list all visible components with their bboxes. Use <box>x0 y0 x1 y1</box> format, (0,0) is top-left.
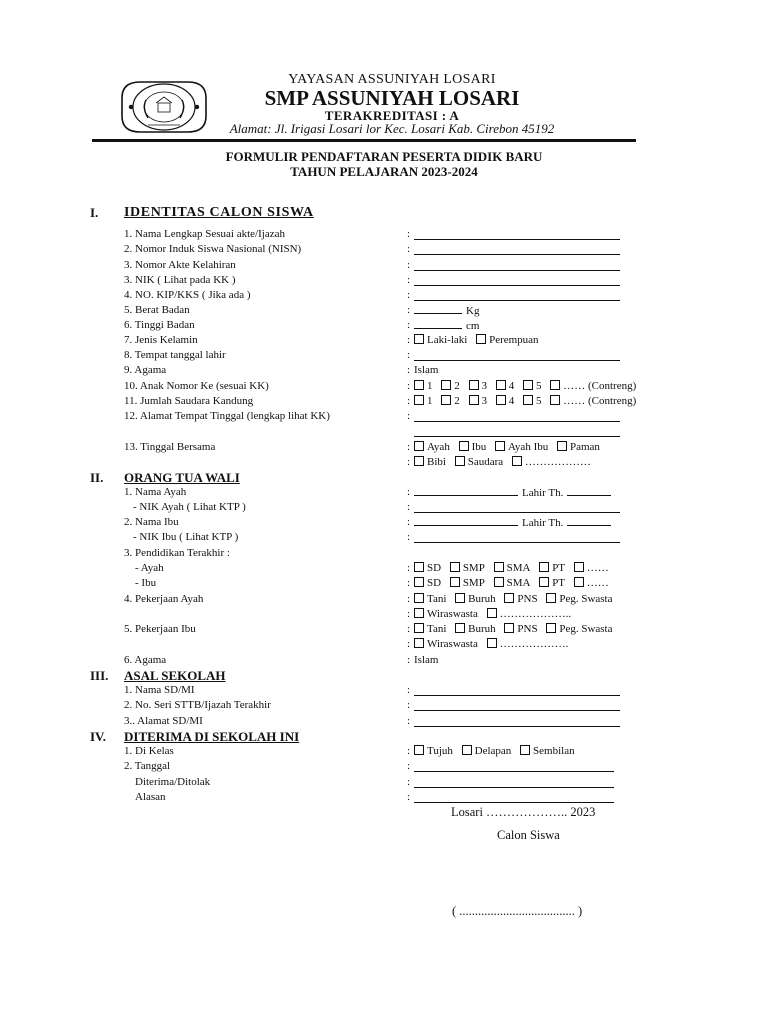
child-order-options <box>414 379 642 394</box>
field-row <box>0 333 768 348</box>
option[interactable]: Sembilan <box>520 745 575 757</box>
section-title: DITERIMA DI SEKOLAH INI <box>124 729 300 744</box>
gender-options <box>414 333 545 348</box>
field-label: 3. NIK ( Lihat pada KK ) <box>124 274 236 286</box>
checkbox-icon <box>504 593 514 603</box>
checkbox-icon <box>414 456 424 466</box>
birthplace-date-input[interactable] <box>414 348 620 361</box>
section-number: II. <box>90 470 104 485</box>
field-label: Alasan <box>135 791 166 803</box>
origin-school-address-input[interactable] <box>414 714 620 727</box>
option[interactable]: Ayah Ibu <box>495 441 548 453</box>
colon: : <box>407 577 411 589</box>
father-birth-year-input[interactable] <box>567 485 611 496</box>
checkbox-icon <box>450 562 460 572</box>
option[interactable]: Ibu <box>459 441 487 453</box>
option[interactable]: PT <box>539 562 565 574</box>
colon: : <box>407 654 411 666</box>
colon: : <box>407 228 411 240</box>
option[interactable]: ……………….. <box>487 608 572 620</box>
option[interactable]: Tani <box>414 623 446 635</box>
checkbox-icon <box>455 623 465 633</box>
option[interactable]: PNS <box>504 593 537 605</box>
option[interactable]: Saudara <box>455 456 503 468</box>
field-label: 6. Tinggi Badan <box>124 319 195 331</box>
field-label: 1. Nama Ayah <box>124 486 187 498</box>
field-row <box>0 592 768 607</box>
date-input[interactable] <box>414 759 614 772</box>
option[interactable]: 2 <box>441 395 460 407</box>
colon: : <box>407 410 411 422</box>
field-row <box>0 485 768 500</box>
colon: : <box>407 395 411 407</box>
option[interactable]: Peg. Swasta <box>546 623 612 635</box>
colon: : <box>407 562 411 574</box>
living-with-options <box>414 455 597 470</box>
checkbox-icon <box>539 577 549 587</box>
option[interactable]: SD <box>414 577 441 589</box>
colon: : <box>407 791 411 803</box>
nik-input[interactable] <box>414 273 620 286</box>
option[interactable]: Peg. Swasta <box>546 593 612 605</box>
father-job-options <box>414 592 619 607</box>
checkbox-icon <box>487 638 497 648</box>
father-name-input[interactable] <box>414 485 518 496</box>
option[interactable]: Tani <box>414 593 446 605</box>
option[interactable]: …… (Contreng) <box>550 395 636 407</box>
option[interactable]: …… <box>574 562 609 574</box>
checkbox-icon <box>455 593 465 603</box>
colon: : <box>407 349 411 361</box>
field-row <box>0 363 768 378</box>
checkbox-icon <box>494 562 504 572</box>
field-row <box>0 318 768 333</box>
colon: : <box>407 715 411 727</box>
field-row <box>0 607 768 622</box>
address-input-line-2[interactable] <box>414 424 620 437</box>
field-row <box>0 744 768 759</box>
option[interactable]: PT <box>539 577 565 589</box>
checkbox-icon <box>414 395 424 405</box>
colon: : <box>407 334 411 346</box>
school-name: SMP ASSUNIYAH LOSARI <box>264 86 520 110</box>
checkbox-icon <box>574 577 584 587</box>
option[interactable]: 3 <box>469 395 488 407</box>
field-row <box>0 379 768 394</box>
option[interactable]: ………………. <box>487 638 569 650</box>
class-options <box>414 744 581 759</box>
field-label: - NIK Ibu ( Lihat KTP ) <box>133 531 239 543</box>
field-row <box>0 440 768 455</box>
option[interactable]: Perempuan <box>476 334 538 346</box>
field-row <box>0 790 768 805</box>
checkbox-icon <box>469 395 479 405</box>
field-label: 6. Agama <box>124 654 167 666</box>
field-row <box>0 546 768 561</box>
field-row <box>0 500 768 515</box>
field-label: - NIK Ayah ( Lihat KTP ) <box>133 501 246 513</box>
field-row <box>0 775 768 790</box>
signature-name-line[interactable]: ( ..................................... ) <box>452 904 583 918</box>
field-row <box>0 515 768 530</box>
field-label: - Ibu <box>135 577 157 589</box>
checkbox-icon <box>414 593 424 603</box>
place-date: Losari ……………….. 2023 <box>451 805 596 819</box>
section-title: ASAL SEKOLAH <box>124 668 226 683</box>
field-label: 9. Agama <box>124 364 167 376</box>
full-name-input[interactable] <box>414 227 620 240</box>
father-name-field: Lahir Th. <box>414 485 611 501</box>
option[interactable]: Bibi <box>414 456 446 468</box>
colon: : <box>407 259 411 271</box>
mother-birth-year-input[interactable] <box>567 515 611 526</box>
field-label: 4. NO. KIP/KKS ( Jika ada ) <box>124 289 251 301</box>
option[interactable]: SMA <box>494 577 531 589</box>
option[interactable]: Ayah <box>414 441 450 453</box>
sibling-count-options <box>414 394 642 409</box>
checkbox-icon <box>455 456 465 466</box>
kip-input[interactable] <box>414 288 620 301</box>
option[interactable]: Buruh <box>455 593 496 605</box>
father-education-options <box>414 561 615 576</box>
field-row <box>0 455 768 470</box>
colon: : <box>407 441 411 453</box>
accreditation: TERAKREDITASI : A <box>324 108 460 123</box>
colon: : <box>407 760 411 772</box>
checkbox-icon <box>546 593 556 603</box>
field-row <box>0 227 768 242</box>
foundation-name: YAYASAN ASSUNIYAH LOSARI <box>288 72 496 87</box>
birth-certificate-input[interactable] <box>414 258 620 271</box>
colon: : <box>407 380 411 392</box>
father-nik-input[interactable] <box>414 500 620 513</box>
field-label: 7. Jenis Kelamin <box>124 334 198 346</box>
field-label: 1. Nama SD/MI <box>124 684 195 696</box>
option[interactable]: …… <box>574 577 609 589</box>
checkbox-icon <box>459 441 469 451</box>
checkbox-icon <box>494 577 504 587</box>
field-label: 11. Jumlah Saudara Kandung <box>124 395 254 407</box>
field-row <box>0 714 768 729</box>
checkbox-icon <box>487 608 497 618</box>
address-input-line-1[interactable] <box>414 409 620 422</box>
certificate-number-input[interactable] <box>414 698 620 711</box>
option[interactable]: Laki-laki <box>414 334 467 346</box>
option[interactable]: 4 <box>496 395 515 407</box>
section-number: I. <box>90 205 99 220</box>
field-label: 5. Pekerjaan Ibu <box>124 623 196 635</box>
option[interactable]: 4 <box>496 380 515 392</box>
checkbox-icon <box>450 577 460 587</box>
checkbox-icon <box>496 380 506 390</box>
option[interactable]: Buruh <box>455 623 496 635</box>
field-label: 3. Nomor Akte Kelahiran <box>124 259 236 271</box>
parent-religion-value: Islam <box>414 654 439 666</box>
checkbox-icon <box>550 395 560 405</box>
colon: : <box>407 608 411 620</box>
option[interactable]: Wiraswasta <box>414 608 478 620</box>
field-label: 1. Di Kelas <box>124 745 174 757</box>
field-row <box>0 348 768 363</box>
field-row <box>0 242 768 257</box>
colon: : <box>407 456 411 468</box>
religion-value: Islam <box>414 364 439 376</box>
checkbox-icon <box>520 745 530 755</box>
field-label: 10. Anak Nomor Ke (sesuai KK) <box>124 380 269 392</box>
field-label: 2. No. Seri STTB/Ijazah Terakhir <box>124 699 271 711</box>
mother-education-options <box>414 576 615 591</box>
colon: : <box>407 243 411 255</box>
field-row <box>0 409 768 424</box>
checkbox-icon <box>495 441 505 451</box>
option[interactable]: …… (Contreng) <box>550 380 636 392</box>
section-title: IDENTITAS CALON SISWA <box>124 205 314 220</box>
option[interactable]: 3 <box>469 380 488 392</box>
field-row <box>0 561 768 576</box>
colon: : <box>407 776 411 788</box>
colon: : <box>407 516 411 528</box>
father-job-options <box>414 607 577 622</box>
colon: : <box>407 304 411 316</box>
option[interactable]: SMA <box>494 562 531 574</box>
field-label: 2. Nama Ibu <box>124 516 179 528</box>
checkbox-icon <box>441 380 451 390</box>
section-title: ORANG TUA WALI <box>124 470 240 485</box>
field-row <box>0 424 768 439</box>
field-row <box>0 683 768 698</box>
field-row <box>0 258 768 273</box>
option[interactable]: 5 <box>523 395 542 407</box>
option[interactable]: ……………… <box>512 456 591 468</box>
colon: : <box>407 684 411 696</box>
weight-input[interactable] <box>414 303 462 314</box>
option[interactable]: 1 <box>414 395 433 407</box>
checkbox-icon <box>414 562 424 572</box>
checkbox-icon <box>557 441 567 451</box>
field-label: - Ayah <box>135 562 164 574</box>
field-label: 13. Tinggal Bersama <box>124 441 216 453</box>
checkbox-icon <box>441 395 451 405</box>
checkbox-icon <box>414 623 424 633</box>
field-label: 8. Tempat tanggal lahir <box>124 349 226 361</box>
field-row <box>0 303 768 318</box>
checkbox-icon <box>414 608 424 618</box>
option[interactable]: SMP <box>450 562 485 574</box>
colon: : <box>407 699 411 711</box>
checkbox-icon <box>414 441 424 451</box>
mother-job-options <box>414 622 619 637</box>
header-divider <box>92 139 636 142</box>
field-row <box>0 759 768 774</box>
academic-year: TAHUN PELAJARAN 2023-2024 <box>290 164 478 179</box>
reason-input[interactable] <box>414 790 614 803</box>
school-address: Alamat: Jl. Irigasi Losari lor Kec. Losari Kab. Cirebon 45192 <box>229 121 555 136</box>
checkbox-icon <box>462 745 472 755</box>
checkbox-icon <box>539 562 549 572</box>
checkbox-icon <box>512 456 522 466</box>
option[interactable]: Delapan <box>462 745 512 757</box>
colon: : <box>407 501 411 513</box>
unit: cm <box>466 320 480 332</box>
origin-school-name-input[interactable] <box>414 683 620 696</box>
field-row <box>0 622 768 637</box>
colon: : <box>407 623 411 635</box>
colon: : <box>407 638 411 650</box>
section-number: III. <box>90 668 109 683</box>
checkbox-icon <box>476 334 486 344</box>
field-row <box>0 576 768 591</box>
field-row <box>0 273 768 288</box>
checkbox-icon <box>523 380 533 390</box>
field-row <box>0 698 768 713</box>
field-row <box>0 653 768 668</box>
living-with-options <box>414 440 606 455</box>
colon: : <box>407 289 411 301</box>
checkbox-icon <box>414 638 424 648</box>
mother-nik-input[interactable] <box>414 530 620 543</box>
colon: : <box>407 319 411 331</box>
option[interactable]: Wiraswasta <box>414 638 478 650</box>
colon: : <box>407 274 411 286</box>
field-row <box>0 530 768 545</box>
field-label: 2. Tanggal <box>124 760 171 772</box>
checkbox-icon <box>414 577 424 587</box>
accepted-rejected-input[interactable] <box>414 775 614 788</box>
checkbox-icon <box>414 380 424 390</box>
field-row <box>0 637 768 652</box>
option[interactable]: 1 <box>414 380 433 392</box>
option[interactable]: 2 <box>441 380 460 392</box>
field-label: 3.. Alamat SD/MI <box>124 715 203 727</box>
field-label: 5. Berat Badan <box>124 304 190 316</box>
option[interactable]: SD <box>414 562 441 574</box>
colon: : <box>407 486 411 498</box>
colon: : <box>407 593 411 605</box>
colon: : <box>407 531 411 543</box>
height-input[interactable] <box>414 318 462 329</box>
signature-role: Calon Siswa <box>497 828 560 842</box>
option[interactable]: Tujuh <box>414 745 453 757</box>
option[interactable]: SMP <box>450 577 485 589</box>
section-number: IV. <box>90 729 107 744</box>
checkbox-icon <box>546 623 556 633</box>
form-title: FORMULIR PENDAFTARAN PESERTA DIDIK BARU <box>225 149 543 164</box>
field-label: 12. Alamat Tempat Tinggal (lengkap lihat KK) <box>124 410 330 422</box>
checkbox-icon <box>469 380 479 390</box>
height-field <box>414 318 479 334</box>
field-row <box>0 288 768 303</box>
checkbox-icon <box>550 380 560 390</box>
mother-name-input[interactable] <box>414 515 518 526</box>
checkbox-icon <box>574 562 584 572</box>
checkbox-icon <box>414 334 424 344</box>
nisn-input[interactable] <box>414 242 620 255</box>
option[interactable]: 5 <box>523 380 542 392</box>
field-label: 2. Nomor Induk Siswa Nasional (NISN) <box>124 243 302 255</box>
colon: : <box>407 745 411 757</box>
field-label: 3. Pendidikan Terakhir : <box>124 547 230 559</box>
colon: : <box>407 364 411 376</box>
checkbox-icon <box>414 745 424 755</box>
mother-job-options <box>414 637 574 652</box>
weight-field <box>414 303 479 319</box>
field-label: 1. Nama Lengkap Sesuai akte/Ijazah <box>124 228 285 240</box>
mother-name-field: Lahir Th. <box>414 515 611 531</box>
field-row <box>0 394 768 409</box>
checkbox-icon <box>523 395 533 405</box>
field-label: 4. Pekerjaan Ayah <box>124 593 204 605</box>
option[interactable]: Paman <box>557 441 600 453</box>
field-label: Diterima/Ditolak <box>135 776 211 788</box>
checkbox-icon <box>504 623 514 633</box>
checkbox-icon <box>496 395 506 405</box>
unit: Kg <box>466 305 480 317</box>
option[interactable]: PNS <box>504 623 537 635</box>
